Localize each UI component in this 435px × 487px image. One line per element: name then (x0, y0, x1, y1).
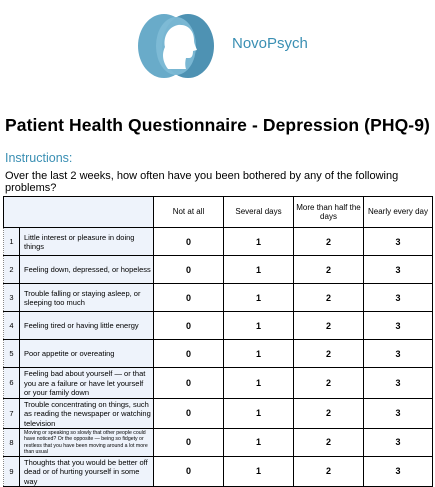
table-row (4, 256, 433, 284)
novopsych-logo (134, 9, 218, 83)
score-option[interactable]: 2 (294, 256, 364, 284)
table-row (4, 284, 433, 312)
table-row (4, 228, 433, 256)
score-option[interactable]: 0 (154, 256, 224, 284)
score-option[interactable]: 1 (224, 312, 294, 340)
score-option[interactable]: 0 (154, 368, 224, 399)
instructions-text: Over the last 2 weeks, how often have you been bothered by any of the following problems? (5, 170, 399, 194)
table-row (4, 429, 433, 457)
table-row (4, 312, 433, 340)
score-option[interactable]: 2 (294, 340, 364, 368)
score-option[interactable]: 0 (154, 228, 224, 256)
row-number: 7 (4, 398, 20, 429)
score-option[interactable]: 2 (294, 368, 364, 399)
score-option[interactable]: 3 (364, 256, 433, 284)
table-row (4, 398, 433, 429)
row-number: 4 (4, 312, 20, 340)
header-blank-cell (4, 197, 154, 228)
question-text: Trouble falling or staying asleep, or sleeping too much (20, 284, 154, 312)
score-option[interactable]: 2 (294, 284, 364, 312)
row-number: 1 (4, 228, 20, 256)
header-nearly-every-day: Nearly every day (364, 197, 433, 228)
row-number: 9 (4, 456, 20, 487)
score-option[interactable]: 0 (154, 398, 224, 429)
score-option[interactable]: 2 (294, 456, 364, 487)
score-option[interactable]: 0 (154, 340, 224, 368)
page-title: Patient Health Questionnaire - Depression (PHQ-9) (5, 115, 430, 135)
question-text: Trouble concentrating on things, such as reading the newspaper or watching television (20, 398, 154, 429)
table-header-row (4, 197, 433, 228)
score-option[interactable]: 1 (224, 456, 294, 487)
score-option[interactable]: 3 (364, 456, 433, 487)
table-row (4, 340, 433, 368)
score-option[interactable]: 1 (224, 429, 294, 457)
question-text: Feeling down, depressed, or hopeless (20, 256, 154, 284)
score-option[interactable]: 3 (364, 368, 433, 399)
question-text: Thoughts that you would be better off dead or of hurting yourself in some way (20, 456, 154, 487)
phq9-table (3, 196, 433, 487)
score-option[interactable]: 1 (224, 368, 294, 399)
row-number: 3 (4, 284, 20, 312)
question-text: Little interest or pleasure in doing things (20, 228, 154, 256)
question-text: Moving or speaking so slowly that other people could have noticed? Or the opposite — being so fidgety or restless that you have been moving around a lot more than usual (20, 429, 154, 457)
score-option[interactable]: 1 (224, 398, 294, 429)
question-text: Feeling bad about yourself — or that you are a failure or have let yourself or your family down (20, 368, 154, 399)
header-not-at-all: Not at all (154, 197, 224, 228)
score-option[interactable]: 1 (224, 228, 294, 256)
header-several-days: Several days (224, 197, 294, 228)
score-option[interactable]: 3 (364, 284, 433, 312)
score-option[interactable]: 0 (154, 284, 224, 312)
row-number: 6 (4, 368, 20, 399)
table-row (4, 368, 433, 399)
question-text: Poor appetite or overeating (20, 340, 154, 368)
question-text: Feeling tired or having little energy (20, 312, 154, 340)
score-option[interactable]: 0 (154, 456, 224, 487)
header-more-than-half: More than half the days (294, 197, 364, 228)
row-number: 5 (4, 340, 20, 368)
score-option[interactable]: 3 (364, 340, 433, 368)
score-option[interactable]: 0 (154, 429, 224, 457)
score-option[interactable]: 3 (364, 398, 433, 429)
score-option[interactable]: 0 (154, 312, 224, 340)
score-option[interactable]: 3 (364, 228, 433, 256)
brand-name: NovoPsych (232, 35, 308, 52)
table-row (4, 456, 433, 487)
score-option[interactable]: 2 (294, 429, 364, 457)
score-option[interactable]: 3 (364, 312, 433, 340)
row-number: 8 (4, 429, 20, 457)
score-option[interactable]: 2 (294, 398, 364, 429)
score-option[interactable]: 1 (224, 256, 294, 284)
row-number: 2 (4, 256, 20, 284)
score-option[interactable]: 2 (294, 228, 364, 256)
score-option[interactable]: 2 (294, 312, 364, 340)
score-option[interactable]: 1 (224, 340, 294, 368)
score-option[interactable]: 1 (224, 284, 294, 312)
instructions-heading: Instructions: (5, 151, 73, 165)
score-option[interactable]: 3 (364, 429, 433, 457)
